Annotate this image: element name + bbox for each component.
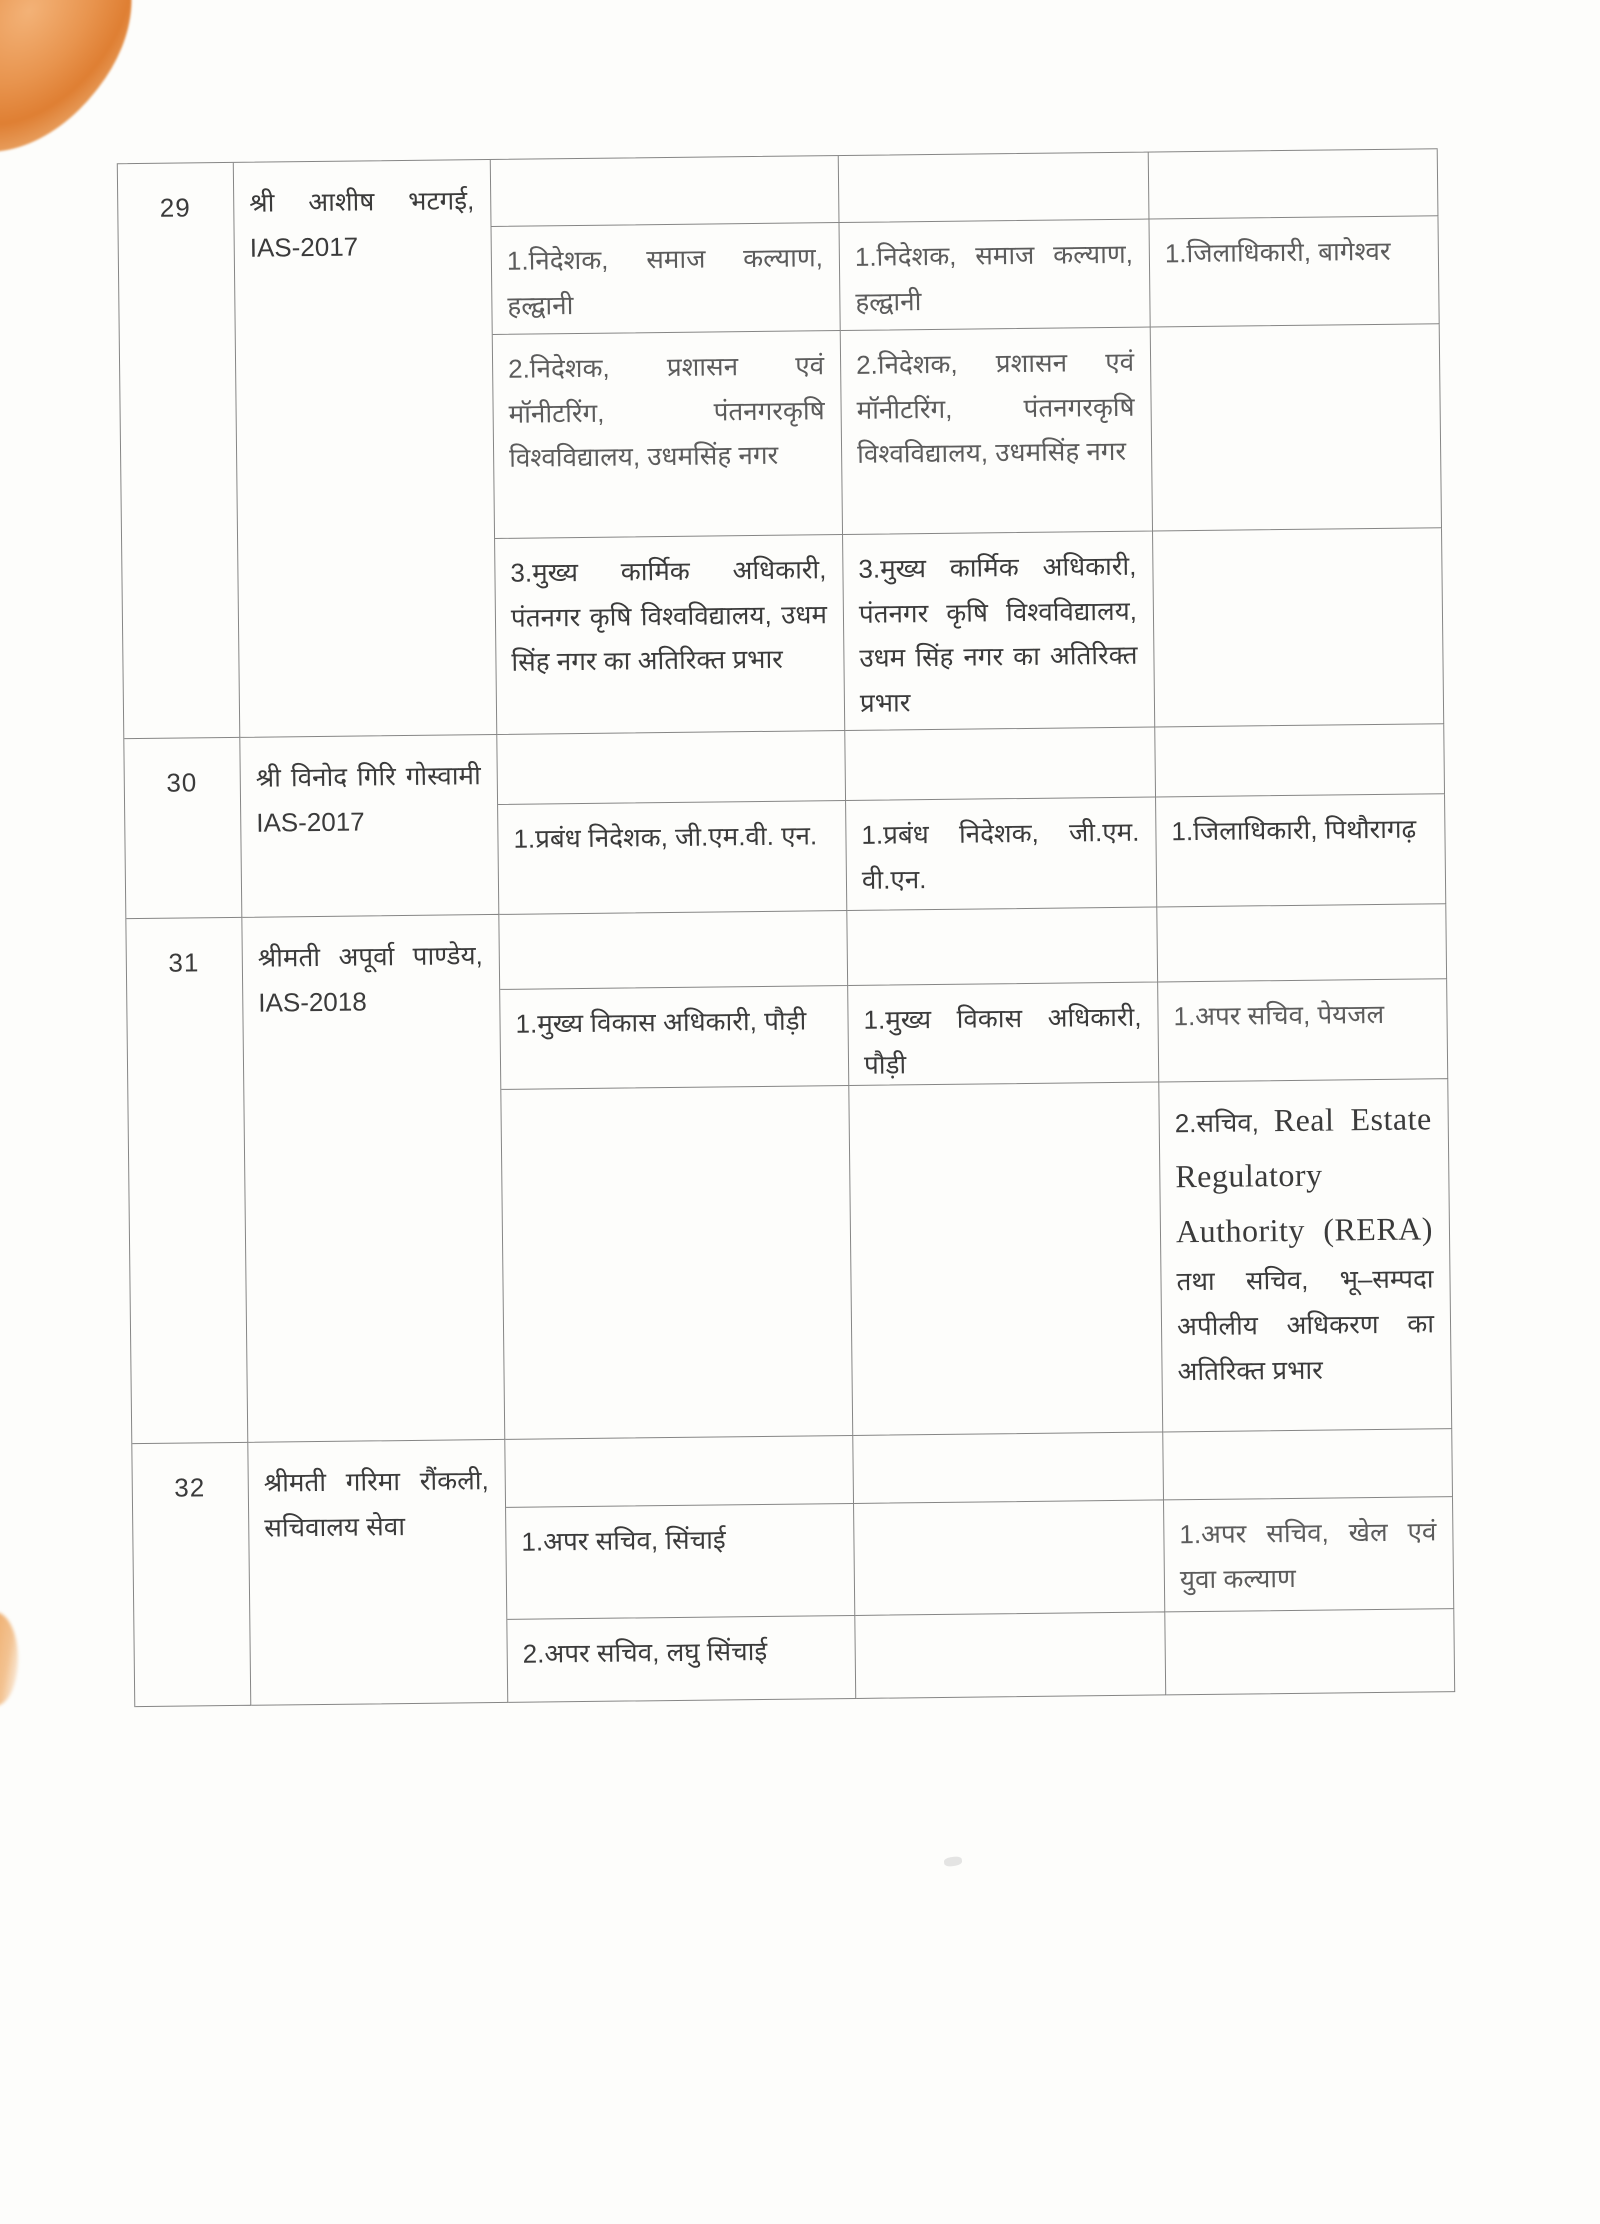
serial-cell: 29 [118,163,241,739]
empty-cell [497,731,846,805]
posting-cell: 2.निदेशक, प्रशासन एवं मॉनीटरिंग, पंतनगरकृषि विश्वविद्यालय, उधमसिंह नगर [841,328,1153,536]
empty-cell [839,153,1150,224]
empty-cell [1151,324,1442,531]
rera-prefix: 2.सचिव, [1174,1107,1274,1139]
posting-cell: 2.अपर सचिव, लघु सिंचाई [507,1616,856,1703]
officer-transfer-table [117,148,1455,1707]
posting-cell: 1.अपर सचिव, सिंचाई [506,1504,855,1620]
posting-cell: 3.मुख्य कार्मिक अधिकारी, पंतनगर कृषि विश्वविद्यालय, उधम सिंह नगर का अतिरिक्त प्रभार [843,531,1155,731]
rera-suffix: तथा सचिव, भू–सम्पदा अपीलीय अधिकरण का अतिरिक्त प्रभार [1176,1263,1435,1386]
empty-cell [855,1612,1166,1699]
posting-cell: 1.जिलाधिकारी, बागेश्वर [1149,216,1439,327]
scan-finger-edge-artifact [0,1612,18,1706]
officer-name-cell: श्री आशीष भटगई, IAS-2017 [234,160,498,738]
officer-name-cell: श्री विनोद गिरि गोस्वामी IAS-2017 [240,735,499,918]
serial-cell: 30 [124,738,242,919]
empty-cell [1165,1609,1455,1695]
empty-cell [847,907,1158,986]
empty-cell [849,1082,1163,1435]
posting-cell: 1.निदेशक, समाज कल्याण, हल्द्वानी [839,220,1150,332]
empty-cell [853,1432,1164,1504]
empty-cell [1155,724,1445,797]
officer-name-cell: श्रीमती अपूर्वा पाण्डेय, IAS-2018 [242,915,505,1443]
posting-cell: 1.प्रबंध निदेशक, जी.एम. वी.एन. [846,797,1157,911]
posting-cell: 3.मुख्य कार्मिक अधिकारी, पंतनगर कृषि विश्वविद्यालय, उधम सिंह नगर का अतिरिक्त प्रभार [495,535,845,735]
empty-cell [505,1436,854,1508]
empty-cell [1149,149,1439,219]
posting-cell: 2.निदेशक, प्रशासन एवं मॉनीटरिंग, पंतनगरकृषि विश्वविद्यालय, उधमसिंह नगर [493,331,843,539]
empty-cell [1153,528,1444,727]
empty-cell [499,911,848,990]
empty-cell [1157,904,1447,982]
empty-cell [845,727,1156,801]
posting-cell: 1.मुख्य विकास अधिकारी, पौड़ी [848,982,1159,1086]
empty-cell [1163,1429,1453,1500]
empty-cell [501,1086,853,1440]
posting-cell: 1.अपर सचिव, खेल एवं युवा कल्याण [1164,1497,1454,1612]
scan-smudge [943,1856,962,1867]
posting-cell: 1.अपर सचिव, पेयजल [1158,979,1448,1082]
posting-cell: 1.मुख्य विकास अधिकारी, पौड़ी [500,986,849,1090]
table-grid [117,148,1455,1707]
posting-cell-rera [1159,1079,1452,1432]
rera-latin-text: Real Estate Regulatory Authority (RERA) [1175,1100,1434,1250]
serial-cell: 32 [132,1443,251,1707]
posting-cell: 1.जिलाधिकारी, पिथौरागढ़ [1156,794,1446,907]
posting-cell: 1.निदेशक, समाज कल्याण, हल्द्वानी [492,223,841,335]
empty-cell [854,1500,1165,1616]
posting-cell: 1.प्रबंध निदेशक, जी.एम.वी. एन. [498,801,847,915]
officer-name-cell: श्रीमती गरिमा रौंकली, सचिवालय सेवा [248,1440,508,1706]
serial-cell: 31 [126,918,248,1444]
empty-cell [491,156,840,227]
